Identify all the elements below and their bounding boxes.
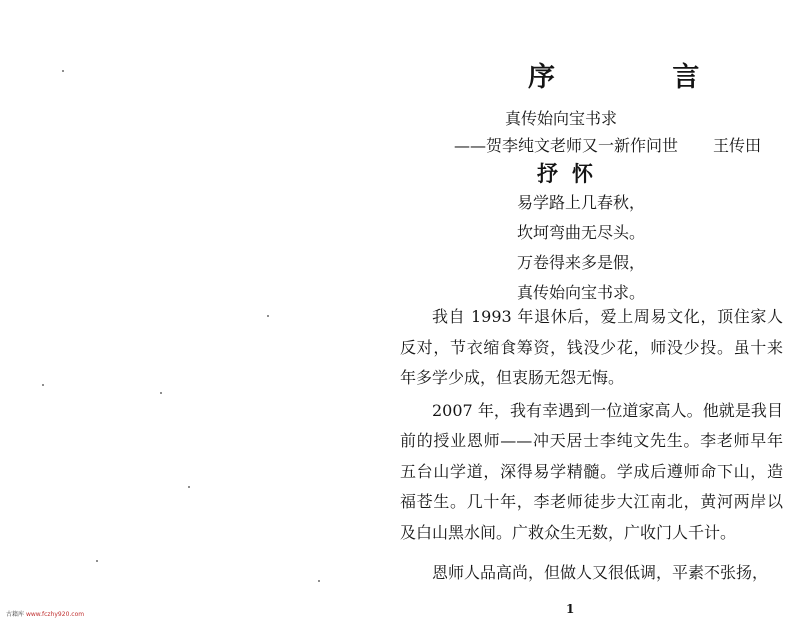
watermark-label: 古籍库 (6, 611, 25, 618)
dedication-line: ——贺李纯文老师又一新作问世 (454, 136, 679, 155)
paper-speck (188, 486, 190, 488)
right-page (380, 0, 793, 622)
left-page-blank (0, 0, 380, 622)
paper-speck (267, 315, 269, 317)
body-text (400, 302, 783, 591)
page-number: 1 (566, 602, 575, 616)
paper-speck (96, 560, 98, 562)
page-title: 序 言 (528, 62, 754, 93)
paper-speck (42, 384, 44, 386)
paragraph: 2007 年，我有幸遇到一位道家高人。他就是我目前的授业恩师——冲天居士李纯文先生。李老师早年五台山学道，深得易学精髓。学成后遵师命下山，造福苍生。几十年，李老师徒步大江南北，黄河两岸以及白山黑水间。广救众生无数，广收门人千计。 (400, 400, 783, 542)
paper-speck (62, 70, 64, 72)
paper-speck (160, 392, 162, 394)
watermark (6, 609, 84, 618)
subtitle: 真传始向宝书求 (505, 109, 618, 128)
paper-speck (318, 580, 320, 582)
poem-line: 坎坷弯曲无尽头。 (517, 223, 646, 242)
paragraph: 恩师人品高尚，但做人又很低调，平素不张扬， (432, 563, 769, 582)
poem-line: 易学路上几春秋， (517, 193, 646, 212)
watermark-url: www.fczhy920.com (25, 611, 85, 618)
poem (517, 188, 645, 308)
paragraph: 我自 1993 年退休后，爱上周易文化，顶住家人反对，节衣缩食筹资，钱没少花，师没少投。虽十来年多学少成，但衷肠无怨无悔。 (400, 307, 783, 387)
author-name: 王传田 (713, 136, 762, 155)
poem-line: 真传始向宝书求。 (517, 283, 646, 302)
poem-title: 抒怀 (537, 161, 607, 186)
poem-line: 万卷得来多是假， (517, 253, 646, 272)
